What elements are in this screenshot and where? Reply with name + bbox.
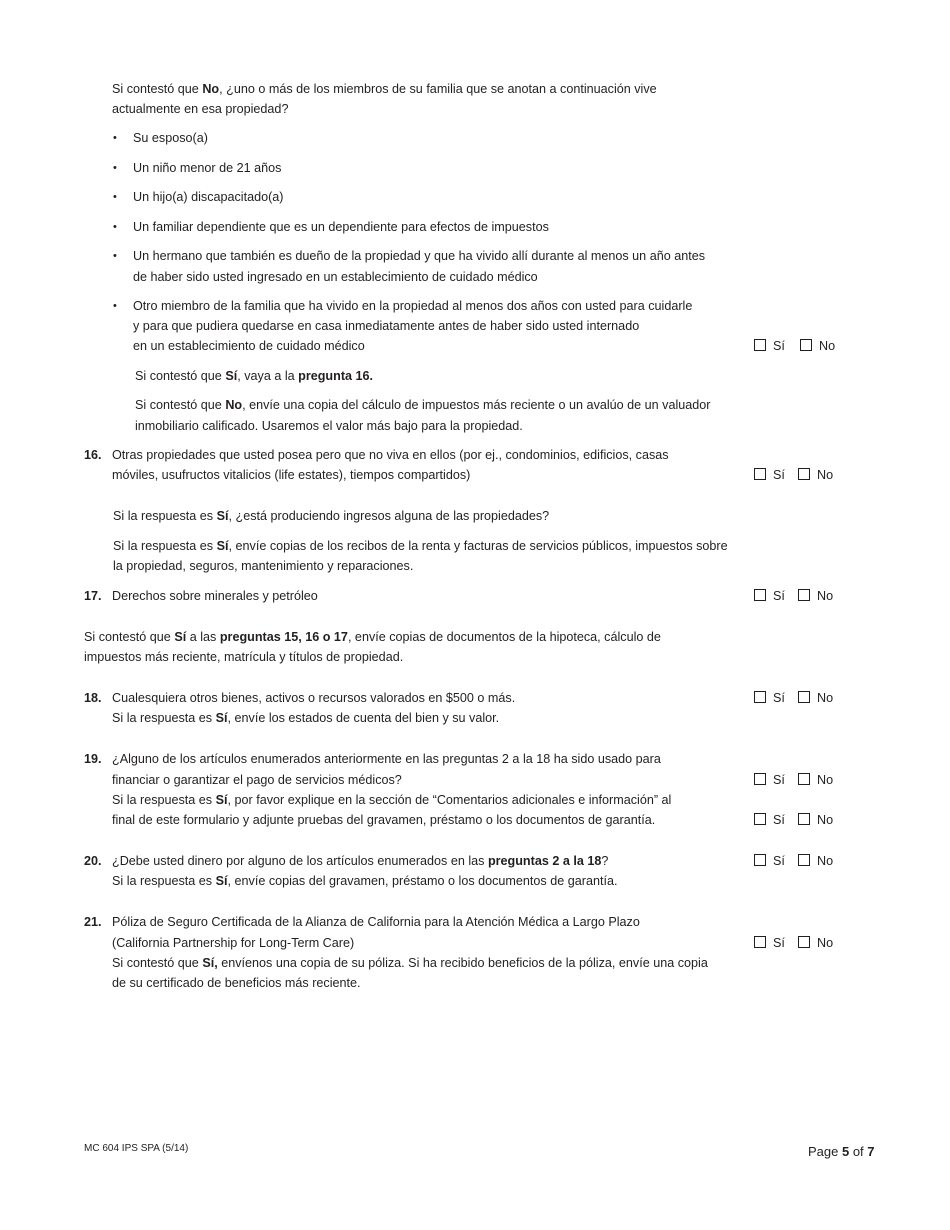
intro-line-2: actualmente en esa propiedad? [112, 102, 289, 116]
checkbox-box[interactable] [754, 813, 766, 825]
q20-number: 20. [84, 854, 102, 868]
q15-yes-instruction: Si contestó que Sí, vaya a la pregunta 16. [135, 369, 374, 383]
checkbox-box[interactable] [800, 339, 812, 351]
q19-text-line-2: financiar o garantizar el pago de servicios médicos? [112, 773, 402, 787]
q20-no-checkbox[interactable]: No [798, 851, 833, 871]
q17-yes-checkbox[interactable]: Sí [754, 586, 785, 606]
bullet-tax-dependent: Un familiar dependiente que es un dependiente para efectos de impuestos [133, 220, 549, 234]
q19-explain-no-checkbox[interactable]: No [798, 810, 833, 830]
bullet-disabled-child: Un hijo(a) discapacitado(a) [133, 190, 284, 204]
bullet-dot: • [113, 162, 117, 174]
q19-text-line-4: final de este formulario y adjunte pruebas del gravamen, préstamo o los documentos de garantía. [112, 813, 656, 827]
form-id: MC 604 IPS SPA (5/14) [84, 1143, 189, 1154]
checkbox-box[interactable] [798, 468, 810, 480]
q16-no-checkbox[interactable]: No [798, 465, 833, 485]
q15-no-instruction-line-2: inmobiliario calificado. Usaremos el valor más bajo para la propiedad. [135, 419, 523, 433]
q21-number: 21. [84, 915, 102, 929]
q21-text-line-4: de su certificado de beneficios más reciente. [112, 976, 361, 990]
q16-text-line-2: móviles, usufructos vitalicios (life estates), tiempos compartidos) [112, 468, 471, 482]
q21-yes-checkbox[interactable]: Sí [754, 933, 785, 953]
q18-number: 18. [84, 691, 102, 705]
checkbox-box[interactable] [798, 813, 810, 825]
checkbox-box[interactable] [754, 773, 766, 785]
q15-yes-checkbox[interactable]: Sí [754, 336, 785, 356]
q18-text-line-2: Si la respuesta es Sí, envíe los estados de cuenta del bien y su valor. [112, 711, 500, 725]
q20-text-line-2: Si la respuesta es Sí, envíe copias del gravamen, préstamo o los documentos de garantía. [112, 874, 618, 888]
bullet-other-family-line-2: y para que pudiera quedarse en casa inmediatamente antes de haber sido usted internado [133, 319, 640, 333]
checkbox-box[interactable] [754, 691, 766, 703]
bullet-sibling-line-2: de haber sido usted ingresado en un establecimiento de cuidado médico [133, 270, 538, 284]
page-number: Page 5 of 7 [808, 1144, 875, 1159]
q21-text-line-2: (California Partnership for Long-Term Care) [112, 936, 355, 950]
q19-yes-checkbox[interactable]: Sí [754, 770, 785, 790]
q18-text-line-1: Cualesquiera otros bienes, activos o recursos valorados en $500 o más. [112, 691, 516, 705]
q18-no-checkbox[interactable]: No [798, 688, 833, 708]
q19-number: 19. [84, 752, 102, 766]
checkbox-box[interactable] [754, 339, 766, 351]
checkbox-box[interactable] [798, 773, 810, 785]
checkbox-box[interactable] [798, 691, 810, 703]
q21-text-line-1: Póliza de Seguro Certificada de la Alianza de California para la Atención Médica a Largo Plazo [112, 915, 640, 929]
q18-yes-checkbox[interactable]: Sí [754, 688, 785, 708]
checkbox-box[interactable] [754, 589, 766, 601]
bullet-spouse: Su esposo(a) [133, 131, 208, 145]
bullet-child-under-21: Un niño menor de 21 años [133, 161, 282, 175]
checkbox-box[interactable] [798, 936, 810, 948]
intro-line-1: Si contestó que No, ¿uno o más de los miembros de su familia que se anotan a continuación vive [112, 82, 657, 96]
q15-no-instruction-line-1: Si contestó que No, envíe una copia del cálculo de impuestos más reciente o un avalúo de un valuador [135, 398, 711, 412]
bullet-sibling-line-1: Un hermano que también es dueño de la propiedad y que ha vivido allí durante al menos un año antes [133, 249, 706, 263]
checkbox-box[interactable] [754, 936, 766, 948]
q19-explain-yes-checkbox[interactable]: Sí [754, 810, 785, 830]
q16-text-line-1: Otras propiedades que usted posea pero que no viva en ellos (por ej., condominios, edificios, casas [112, 448, 669, 462]
q16-yes-checkbox[interactable]: Sí [754, 465, 785, 485]
checkbox-box[interactable] [798, 589, 810, 601]
bullet-dot: • [113, 221, 117, 233]
bullet-dot: • [113, 250, 117, 262]
checkbox-box[interactable] [754, 468, 766, 480]
q16-sub-2-line-1: Si la respuesta es Sí, envíe copias de los recibos de la renta y facturas de servicios públicos, impuestos sobre [113, 539, 728, 553]
q19-no-checkbox[interactable]: No [798, 770, 833, 790]
bullet-dot: • [113, 132, 117, 144]
q19-text-line-1: ¿Alguno de los artículos enumerados anteriormente en las preguntas 2 a la 18 ha sido usado para [112, 752, 661, 766]
checkbox-box[interactable] [798, 854, 810, 866]
bullet-other-family-line-1: Otro miembro de la familia que ha vivido en la propiedad al menos dos años con usted para cuidarle [133, 299, 693, 313]
q16-number: 16. [84, 448, 102, 462]
q17-no-checkbox[interactable]: No [798, 586, 833, 606]
bullet-dot: • [113, 191, 117, 203]
q17-text: Derechos sobre minerales y petróleo [112, 589, 318, 603]
bullet-other-family-line-3: en un establecimiento de cuidado médico [133, 339, 365, 353]
q20-text-line-1: ¿Debe usted dinero por alguno de los artículos enumerados en las preguntas 2 a la 18? [112, 854, 609, 868]
bullet-dot: • [113, 300, 117, 312]
q16-sub-1: Si la respuesta es Sí, ¿está produciendo ingresos alguna de las propiedades? [113, 509, 550, 523]
q21-no-checkbox[interactable]: No [798, 933, 833, 953]
q19-text-line-3: Si la respuesta es Sí, por favor explique en la sección de “Comentarios adicionales e información” al [112, 793, 672, 807]
q15-no-checkbox[interactable]: No [800, 336, 835, 356]
checkbox-box[interactable] [754, 854, 766, 866]
note-15-17-line-2: impuestos más reciente, matrícula y títulos de propiedad. [84, 650, 404, 664]
q17-number: 17. [84, 589, 102, 603]
q21-text-line-3: Si contestó que Sí, envíenos una copia de su póliza. Si ha recibido beneficios de la póliza, envíe una copia [112, 956, 708, 970]
q16-sub-2-line-2: la propiedad, seguros, mantenimiento y reparaciones. [113, 559, 414, 573]
note-15-17-line-1: Si contestó que Sí a las preguntas 15, 16 o 17, envíe copias de documentos de la hipoteca, cálculo de [84, 630, 661, 644]
q20-yes-checkbox[interactable]: Sí [754, 851, 785, 871]
